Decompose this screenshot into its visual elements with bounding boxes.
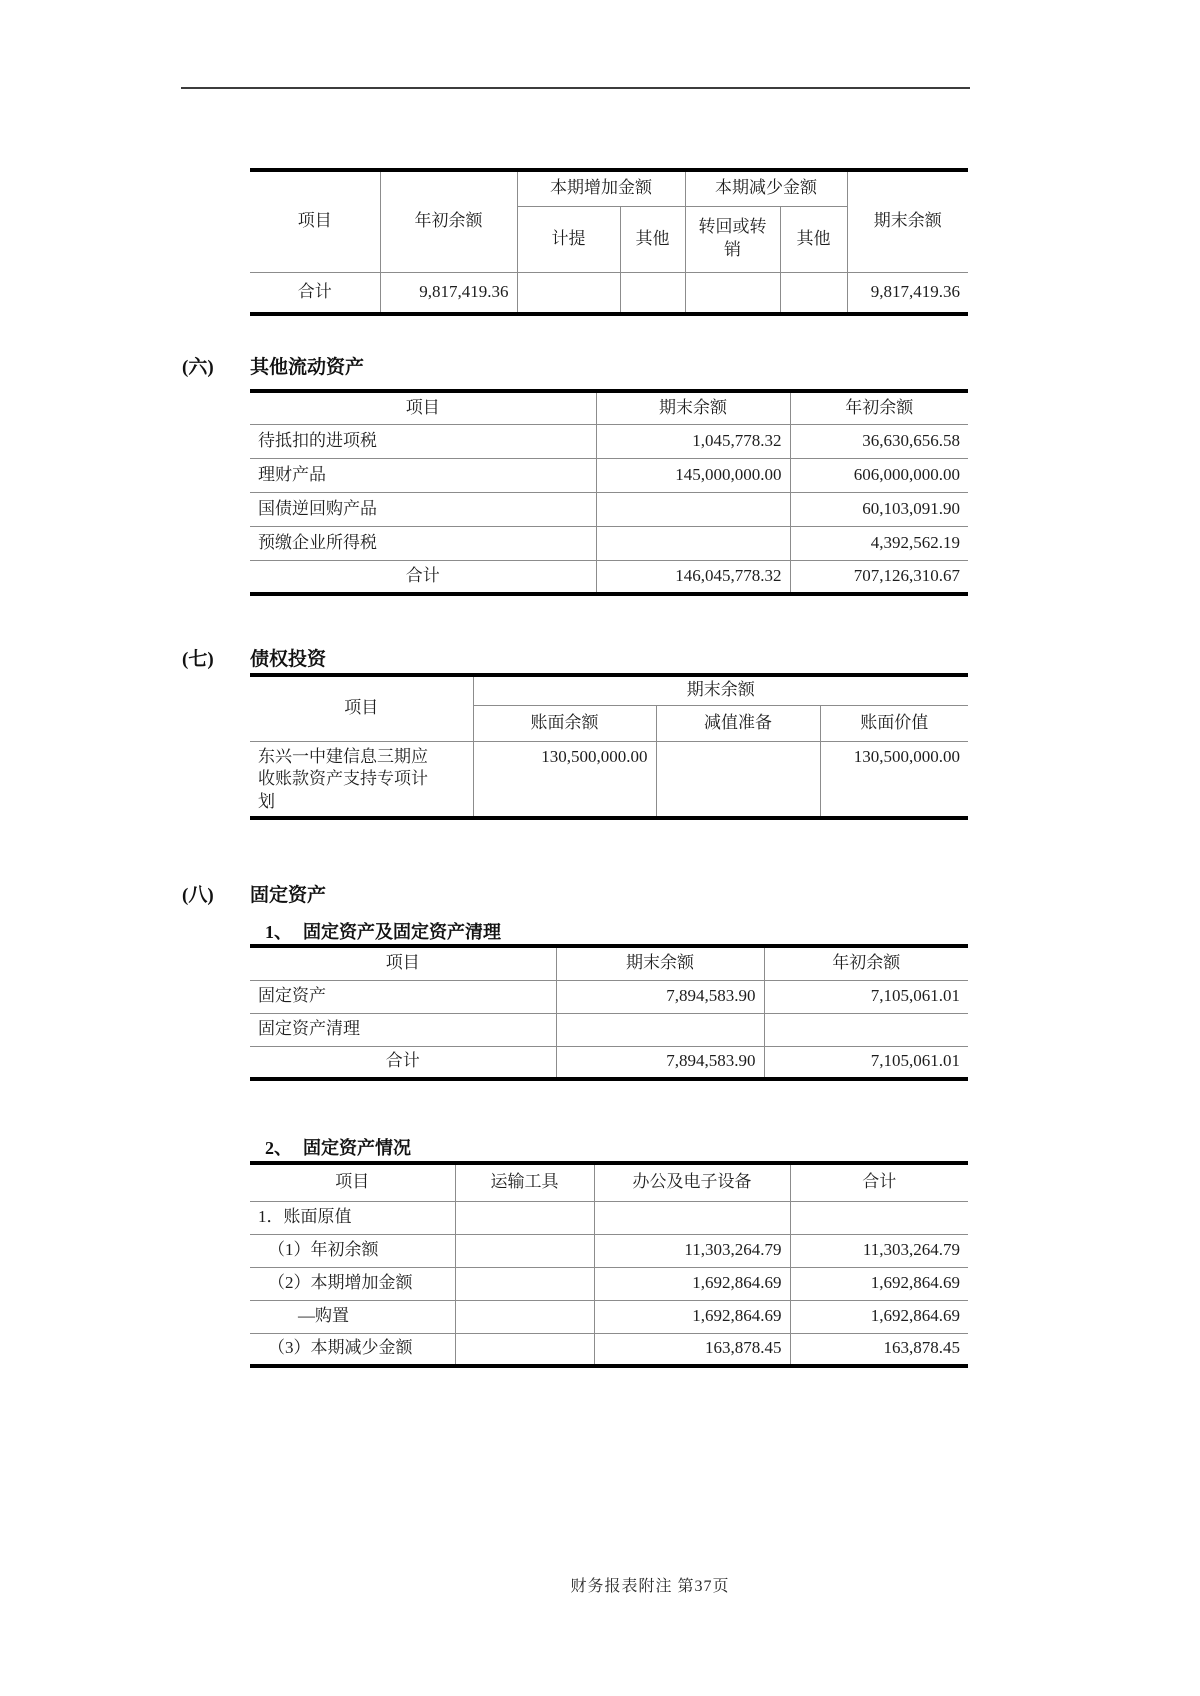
cell-opening-balance: 606,000,000.00 [790, 458, 968, 492]
col-header-total: 合计 [790, 1163, 968, 1201]
cell-book-balance: 130,500,000.00 [473, 741, 656, 818]
cell-item: 固定资产 [250, 980, 556, 1013]
cell-closing-balance: 145,000,000.00 [596, 458, 790, 492]
cell-transport [455, 1234, 594, 1267]
cell-total: 1,692,864.69 [790, 1300, 968, 1333]
page-footer: 财务报表附注 第37页 [570, 1578, 730, 1595]
cell-closing-balance [596, 492, 790, 526]
cell-closing-balance: 146,045,778.32 [596, 560, 790, 594]
cell-office-equipment: 11,303,264.79 [594, 1234, 790, 1267]
col-header-item: 项目 [250, 170, 380, 272]
col-header-accrual: 计提 [517, 206, 620, 272]
section-title: 固定资产 [250, 885, 327, 906]
col-header-increase-group: 本期增加金额 [517, 170, 685, 206]
cell-opening-balance: 9,817,419.36 [380, 272, 517, 314]
cell-reversal [685, 272, 780, 314]
cell-accrual [517, 272, 620, 314]
cell-item: 固定资产清理 [250, 1013, 556, 1046]
cell-closing-balance: 7,894,583.90 [556, 1046, 764, 1079]
col-header-item: 项目 [250, 675, 473, 741]
table-row [250, 1300, 968, 1333]
cell-opening-balance: 60,103,091.90 [790, 492, 968, 526]
col-header-transport: 运输工具 [455, 1163, 594, 1201]
table-row [250, 1333, 968, 1366]
cell-office-equipment: 1,692,864.69 [594, 1267, 790, 1300]
cell-office-equipment: 163,878.45 [594, 1333, 790, 1366]
cell-transport [455, 1300, 594, 1333]
table-row-total [250, 560, 968, 594]
cell-opening-balance: 7,105,061.01 [764, 1046, 968, 1079]
table-row [250, 458, 968, 492]
fixed-assets-summary-table [250, 944, 968, 1081]
cell-transport [455, 1267, 594, 1300]
cell-total [790, 1201, 968, 1234]
cell-impairment [656, 741, 820, 818]
cell-total-label: 合计 [250, 1046, 556, 1079]
subsection-number: 1、 [265, 922, 292, 942]
cell-item: 1．账面原值 [250, 1201, 455, 1234]
section-heading-fixed-assets [182, 880, 326, 907]
cell-decrease-other [780, 272, 847, 314]
carryover-provision-table [250, 168, 968, 316]
col-header-item: 项目 [250, 391, 596, 424]
cell-item: （1）年初余额 [250, 1234, 455, 1267]
cell-closing-balance [596, 526, 790, 560]
cell-total-label: 合计 [250, 560, 596, 594]
cell-item: —购置 [250, 1300, 455, 1333]
table-row [250, 1013, 968, 1046]
section-heading-other-current-assets [182, 352, 364, 379]
other-current-assets-table [250, 389, 968, 596]
header-rule [181, 87, 970, 89]
cell-opening-balance: 36,630,656.58 [790, 424, 968, 458]
cell-closing-balance: 9,817,419.36 [847, 272, 968, 314]
col-header-reversal: 转回或转销 [685, 206, 780, 272]
section-number: (八) [182, 885, 214, 906]
cell-opening-balance [764, 1013, 968, 1046]
table-row [250, 526, 968, 560]
section-number: (七) [182, 649, 214, 670]
cell-item: （3）本期减少金额 [250, 1333, 455, 1366]
table-row [250, 1267, 968, 1300]
table-row [250, 1234, 968, 1267]
cell-item [250, 741, 473, 818]
col-header-item: 项目 [250, 946, 556, 980]
cell-item: 预缴企业所得税 [250, 526, 596, 560]
cell-opening-balance: 707,126,310.67 [790, 560, 968, 594]
cell-office-equipment [594, 1201, 790, 1234]
cell-closing-balance: 7,894,583.90 [556, 980, 764, 1013]
cell-transport [455, 1333, 594, 1366]
section-title: 债权投资 [250, 649, 327, 670]
col-header-opening-balance: 年初余额 [790, 391, 968, 424]
subsection-title: 固定资产情况 [303, 1138, 411, 1158]
col-header-closing-group: 期末余额 [473, 675, 968, 705]
col-header-book-value: 账面价值 [820, 705, 968, 741]
section-number: (六) [182, 357, 214, 378]
cell-total: 11,303,264.79 [790, 1234, 968, 1267]
col-header-office-equipment: 办公及电子设备 [594, 1163, 790, 1201]
cell-total-label: 合计 [250, 272, 380, 314]
col-header-closing-balance: 期末余额 [556, 946, 764, 980]
cell-item-text: 东兴一中建信息三期应收账款资产支持专项计划 [258, 746, 428, 812]
col-header-decrease-group: 本期减少金额 [685, 170, 847, 206]
subsection-heading-fixed-assets-and-disposal [265, 918, 501, 944]
cell-item: 国债逆回购产品 [250, 492, 596, 526]
debt-investments-table [250, 673, 968, 820]
col-header-book-balance: 账面余额 [473, 705, 656, 741]
fixed-assets-detail-table [250, 1161, 968, 1368]
table-row [250, 980, 968, 1013]
cell-transport [455, 1201, 594, 1234]
col-header-impairment: 减值准备 [656, 705, 820, 741]
section-heading-debt-investments [182, 644, 326, 671]
cell-closing-balance: 1,045,778.32 [596, 424, 790, 458]
col-header-increase-other: 其他 [620, 206, 685, 272]
cell-total: 1,692,864.69 [790, 1267, 968, 1300]
cell-book-value: 130,500,000.00 [820, 741, 968, 818]
col-header-decrease-other: 其他 [780, 206, 847, 272]
table-row-total [250, 272, 968, 314]
col-header-item: 项目 [250, 1163, 455, 1201]
cell-total: 163,878.45 [790, 1333, 968, 1366]
table-row [250, 741, 968, 818]
cell-closing-balance [556, 1013, 764, 1046]
table-row-total [250, 1046, 968, 1079]
col-header-opening-balance: 年初余额 [380, 170, 517, 272]
table-row [250, 424, 968, 458]
table-row [250, 492, 968, 526]
cell-office-equipment: 1,692,864.69 [594, 1300, 790, 1333]
cell-item: 理财产品 [250, 458, 596, 492]
cell-opening-balance: 7,105,061.01 [764, 980, 968, 1013]
section-title: 其他流动资产 [250, 357, 365, 378]
cell-opening-balance: 4,392,562.19 [790, 526, 968, 560]
cell-item: 待抵扣的进项税 [250, 424, 596, 458]
col-header-closing-balance: 期末余额 [847, 170, 968, 272]
col-header-opening-balance: 年初余额 [764, 946, 968, 980]
table-row [250, 1201, 968, 1234]
cell-item: （2）本期增加金额 [250, 1267, 455, 1300]
subsection-number: 2、 [265, 1138, 292, 1158]
subsection-heading-fixed-assets-detail [265, 1134, 411, 1160]
subsection-title: 固定资产及固定资产清理 [303, 922, 501, 942]
cell-increase-other [620, 272, 685, 314]
col-header-closing-balance: 期末余额 [596, 391, 790, 424]
